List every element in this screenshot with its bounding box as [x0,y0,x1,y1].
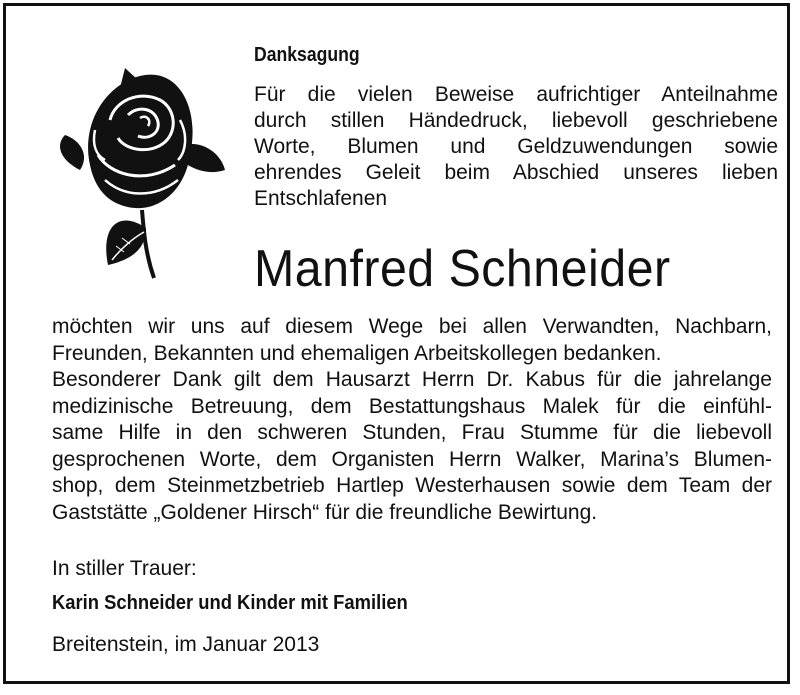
family-signature: Karin Schneider und Kinder mit Familien [52,592,408,614]
mourning-label: In stiller Trauer: [52,557,197,580]
body-text [52,314,772,526]
body-line: same Hilfe in den schweren Stunden, Frau Stumme für die liebevoll [52,421,772,444]
body-line: Besonderer Dank gilt dem Hausarzt Herrn Dr. Kabus für die jahrelange [52,368,772,391]
intro-line: ehrendes Geleit beim Abschied unseres lieben [254,161,778,184]
heading: Danksagung [254,44,360,66]
body-line: medizinische Betreuung, dem Bestattungshaus Malek für die einfühl- [52,394,772,418]
place-date: Breitenstein, im Januar 2013 [52,633,320,656]
body-line: Freunden, Bekannten und ehemaligen Arbeitskollegen bedanken. [52,341,662,365]
intro-line: durch stillen Händedruck, liebevoll geschriebene [254,109,778,132]
rose-icon [50,60,230,285]
deceased-name: Manfred Schneider [254,240,671,298]
intro-text [254,82,778,212]
intro-line: Worte, Blumen und Geldzuwendungen sowie [254,135,778,158]
intro-line: Entschlafenen [254,187,388,210]
body-line: shop, dem Steinmetzbetrieb Hartlep Westerhausen sowie dem Team der [52,474,772,497]
body-line: gesprochenen Worte, dem Organisten Herrn Walker, Marina’s Blumen- [52,447,772,471]
body-line: möchten wir uns auf diesem Wege bei allen Verwandten, Nachbarn, [52,315,772,338]
intro-line: Für die vielen Beweise aufrichtiger Anteilnahme [254,83,778,106]
body-line: Gaststätte „Goldener Hirsch“ für die freundliche Bewirtung. [52,500,598,524]
